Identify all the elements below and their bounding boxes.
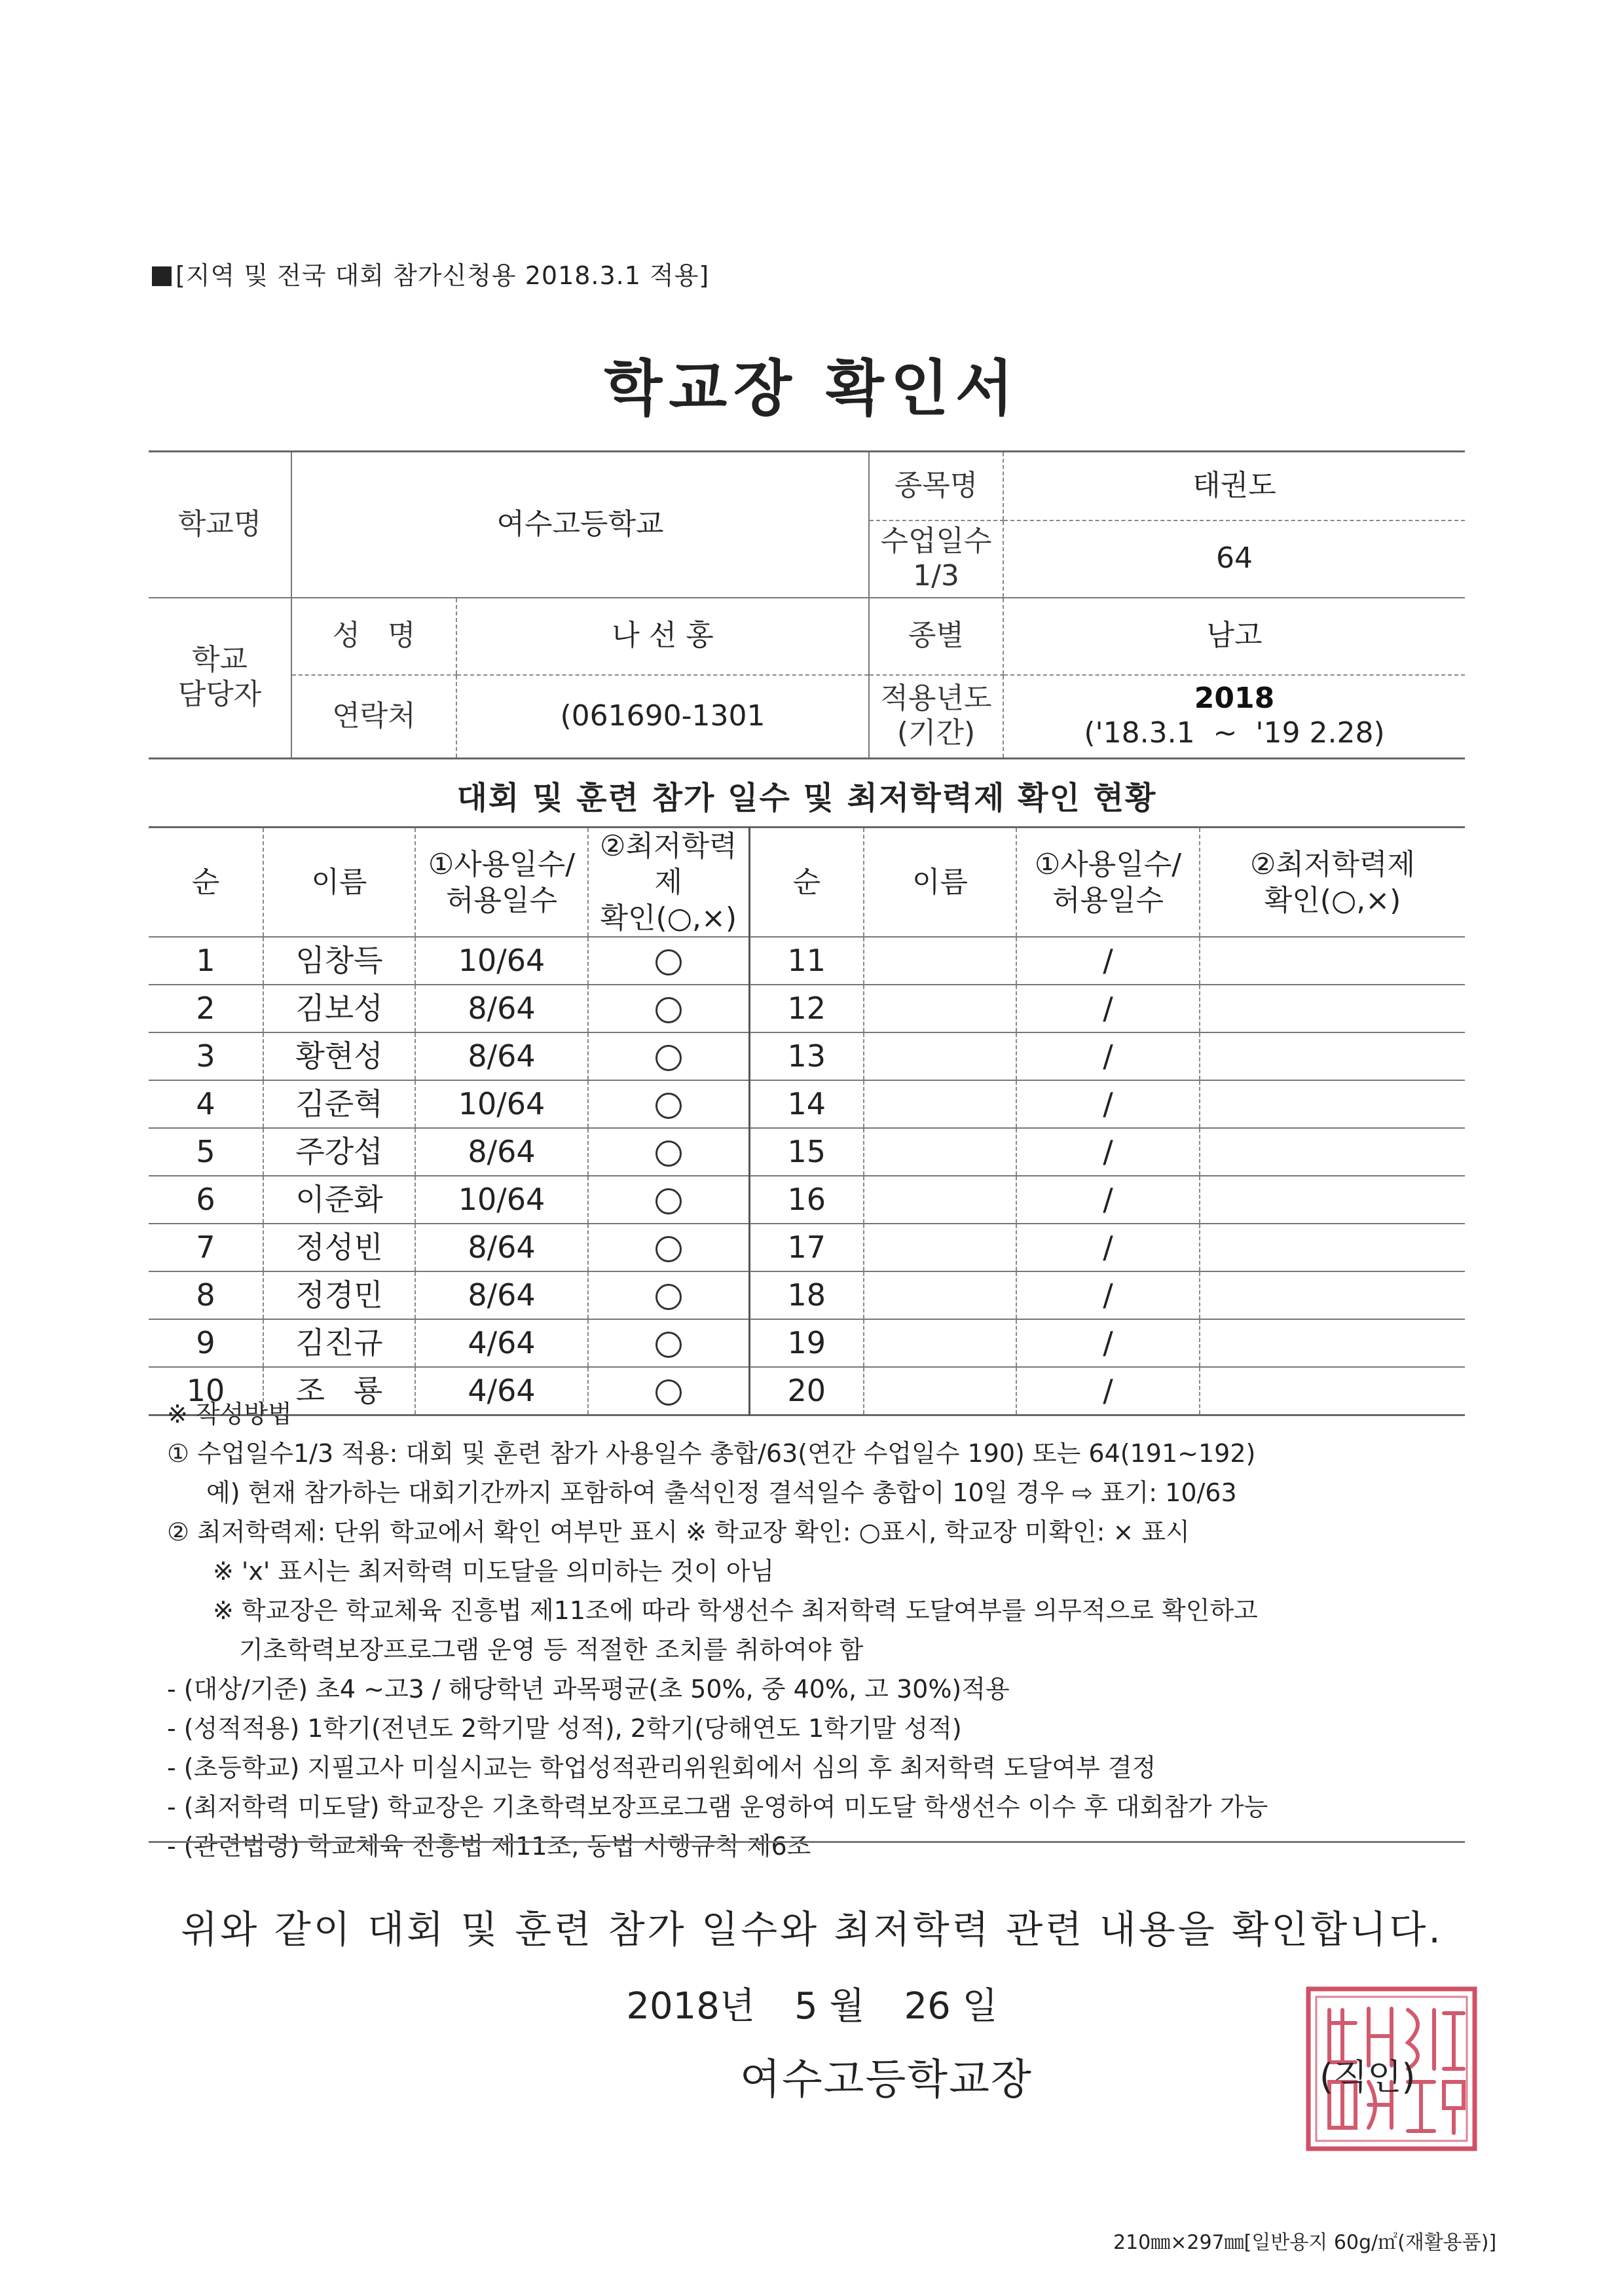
athlete-name: 조 룡 bbox=[263, 1367, 415, 1415]
roster-header-row bbox=[149, 828, 1465, 938]
note-line: - (최저학력 미도달) 학교장은 기초학력보장프로그램 운영하여 미도달 학생선수 이수 후 대회참가 가능 bbox=[167, 1793, 1268, 1821]
date-month: 5 월 bbox=[794, 1985, 865, 2028]
row-number: 4 bbox=[149, 1080, 263, 1128]
athlete-name: 정경민 bbox=[263, 1271, 415, 1319]
col-check-header: ②최저학력제 확인(○,×) bbox=[588, 828, 749, 938]
contact-label: 연락처 bbox=[291, 675, 456, 759]
used-days: 8/64 bbox=[415, 1224, 588, 1271]
used-days: 8/64 bbox=[415, 985, 588, 1032]
note-line: - (관련법령) 학교체육 진흥법 제11조, 동법 시행규칙 제6조 bbox=[167, 1832, 811, 1861]
row-number: 15 bbox=[749, 1128, 864, 1176]
row-number: 12 bbox=[749, 985, 864, 1032]
used-days: / bbox=[1016, 1176, 1200, 1224]
year-value: 2018 ('18.3.1 ~ '19 2.28) bbox=[1003, 675, 1465, 759]
athlete-name bbox=[864, 1080, 1016, 1128]
athlete-name bbox=[864, 937, 1016, 985]
check-mark bbox=[1200, 1032, 1465, 1080]
row-number: 18 bbox=[749, 1271, 864, 1319]
school-info-table bbox=[149, 450, 1465, 759]
row-number: 10 bbox=[149, 1367, 263, 1415]
used-days: 10/64 bbox=[415, 937, 588, 985]
row-number: 8 bbox=[149, 1271, 263, 1319]
used-days: 8/64 bbox=[415, 1128, 588, 1176]
note-line: - (성적적용) 1학기(전년도 2학기말 성적), 2학기(당해연도 1학기말 성적) bbox=[167, 1714, 962, 1743]
col-check-header-2: ②최저학력제 확인(○,×) bbox=[1200, 828, 1465, 938]
check-mark bbox=[1200, 1176, 1465, 1224]
used-days: / bbox=[1016, 1032, 1200, 1080]
circle-mark-icon bbox=[655, 949, 682, 975]
athlete-name bbox=[864, 1176, 1016, 1224]
row-number: 6 bbox=[149, 1176, 263, 1224]
note-line: 예) 현재 참가하는 대회기간까지 포함하여 출석인정 결석일수 총합이 10일 경우 ⇨ 표기: 10/63 bbox=[206, 1478, 1237, 1507]
table-row bbox=[149, 1319, 1465, 1367]
check-mark bbox=[588, 1319, 749, 1367]
row-number: 14 bbox=[749, 1080, 864, 1128]
circle-mark-icon bbox=[655, 1236, 682, 1262]
check-mark bbox=[588, 1032, 749, 1080]
row-number: 7 bbox=[149, 1224, 263, 1271]
row-number: 5 bbox=[149, 1128, 263, 1176]
circle-mark-icon bbox=[655, 1332, 682, 1358]
check-mark bbox=[1200, 985, 1465, 1032]
check-mark bbox=[588, 1176, 749, 1224]
note-line: ② 최저학력제: 단위 학교에서 확인 여부만 표시 ※ 학교장 확인: ○표시, 학교장 미확인: × 표시 bbox=[167, 1518, 1190, 1546]
used-days: 4/64 bbox=[415, 1367, 588, 1415]
category-value: 남고 bbox=[1003, 598, 1465, 675]
used-days: 10/64 bbox=[415, 1176, 588, 1224]
note-line: 기초학력보장프로그램 운영 등 적절한 조치를 취하여야 함 bbox=[239, 1635, 864, 1664]
circle-mark-icon bbox=[655, 997, 682, 1023]
manager-name-value: 나 선 홍 bbox=[456, 598, 869, 675]
athlete-name bbox=[864, 1319, 1016, 1367]
circle-mark-icon bbox=[655, 1188, 682, 1214]
date-day: 26 일 bbox=[904, 1985, 998, 2028]
col-used-days-header-2: ①사용일수/ 허용일수 bbox=[1016, 828, 1200, 938]
row-number: 20 bbox=[749, 1367, 864, 1415]
note-line: - (대상/기준) 초4 ~고3 / 해당학년 과목평균(초 50%, 중 40%, 고 30%)적용 bbox=[167, 1675, 1010, 1704]
note-line: - (초등학교) 지필고사 미실시교는 학업성적관리위원회에서 심의 후 최저학력 도달여부 결정 bbox=[167, 1753, 1156, 1782]
col-used-days-header: ①사용일수/ 허용일수 bbox=[415, 828, 588, 938]
used-days: / bbox=[1016, 985, 1200, 1032]
class-days-value: 64 bbox=[1003, 520, 1465, 598]
used-days: / bbox=[1016, 937, 1200, 985]
used-days: / bbox=[1016, 1271, 1200, 1319]
row-number: 19 bbox=[749, 1319, 864, 1367]
athlete-name: 임창득 bbox=[263, 937, 415, 985]
athlete-name: 김준혁 bbox=[263, 1080, 415, 1128]
row-number: 16 bbox=[749, 1176, 864, 1224]
confirmation-statement: 위와 같이 대회 및 훈련 참가 일수와 최저학력 관련 내용을 확인합니다. bbox=[181, 1907, 1443, 1952]
check-mark bbox=[588, 1224, 749, 1271]
note-line: ※ 'x' 표시는 최저학력 미도달을 의미하는 것이 아님 bbox=[213, 1557, 775, 1586]
athlete-name: 김보성 bbox=[263, 985, 415, 1032]
circle-mark-icon bbox=[655, 1093, 682, 1119]
athlete-name bbox=[864, 1224, 1016, 1271]
contact-value: (061690-1301 bbox=[456, 675, 869, 759]
class-days-label: 수업일수 1/3 bbox=[869, 520, 1003, 598]
notes-block bbox=[167, 1394, 1477, 1866]
paper-spec-footer: 210㎜×297㎜[일반용지 60g/㎡(재활용품)] bbox=[1113, 2231, 1497, 2254]
check-mark bbox=[1200, 1128, 1465, 1176]
table-row bbox=[149, 1128, 1465, 1176]
used-days: / bbox=[1016, 1224, 1200, 1271]
signer-name: 여수고등학교장 bbox=[740, 2056, 1033, 2104]
athlete-name: 주강섭 bbox=[263, 1128, 415, 1176]
row-number: 17 bbox=[749, 1224, 864, 1271]
used-days: 10/64 bbox=[415, 1080, 588, 1128]
check-mark bbox=[588, 1080, 749, 1128]
page-title: 학교장 확인서 bbox=[604, 354, 1020, 424]
check-mark bbox=[1200, 1224, 1465, 1271]
event-value: 태권도 bbox=[1003, 452, 1465, 520]
row-number: 9 bbox=[149, 1319, 263, 1367]
event-label: 종목명 bbox=[869, 452, 1003, 520]
athlete-name: 이준화 bbox=[263, 1176, 415, 1224]
note-line: ※ 학교장은 학교체육 진흥법 제11조에 따라 학생선수 최저학력 도달여부를 의무적으로 확인하고 bbox=[213, 1596, 1258, 1625]
used-days: / bbox=[1016, 1319, 1200, 1367]
note-line: ※ 작성방법 bbox=[167, 1400, 292, 1429]
check-mark bbox=[1200, 1319, 1465, 1367]
row-number: 1 bbox=[149, 937, 263, 985]
col-no-header-2: 순 bbox=[749, 828, 864, 938]
section-title: 대회 및 훈련 참가 일수 및 최저학력제 확인 현황 bbox=[456, 780, 1157, 816]
col-no-header: 순 bbox=[149, 828, 263, 938]
athlete-name bbox=[864, 1271, 1016, 1319]
school-name-value: 여수고등학교 bbox=[291, 452, 869, 598]
used-days: / bbox=[1016, 1128, 1200, 1176]
check-mark bbox=[1200, 1080, 1465, 1128]
circle-mark-icon bbox=[655, 1140, 682, 1167]
table-row bbox=[149, 1224, 1465, 1271]
athlete-name: 황현성 bbox=[263, 1032, 415, 1080]
col-name-header-2: 이름 bbox=[864, 828, 1016, 938]
row-number: 11 bbox=[749, 937, 864, 985]
check-mark bbox=[1200, 1271, 1465, 1319]
table-row bbox=[149, 1032, 1465, 1080]
manager-name-label: 성 명 bbox=[291, 598, 456, 675]
date-year: 2018년 bbox=[626, 1985, 755, 2028]
row-number: 3 bbox=[149, 1032, 263, 1080]
used-days: 4/64 bbox=[415, 1319, 588, 1367]
table-row bbox=[149, 1271, 1465, 1319]
check-mark bbox=[1200, 937, 1465, 985]
header-tag-text: [지역 및 전국 대회 참가신청용 2018.3.1 적용] bbox=[175, 261, 710, 290]
used-days: 8/64 bbox=[415, 1032, 588, 1080]
form-header-tag bbox=[152, 255, 709, 291]
note-line: ① 수업일수1/3 적용: 대회 및 훈련 참가 사용일수 총합/63(연간 수업일수 190) 또는 64(191~192) bbox=[167, 1439, 1256, 1468]
col-name-header: 이름 bbox=[263, 828, 415, 938]
circle-mark-icon bbox=[655, 1045, 682, 1071]
table-row bbox=[149, 985, 1465, 1032]
row-number: 13 bbox=[749, 1032, 864, 1080]
used-days: / bbox=[1016, 1080, 1200, 1128]
category-label: 종별 bbox=[869, 598, 1003, 675]
circle-mark-icon bbox=[655, 1284, 682, 1310]
athlete-name: 정성빈 bbox=[263, 1224, 415, 1271]
seal-label: (직인) bbox=[1320, 2056, 1416, 2098]
table-row bbox=[149, 1080, 1465, 1128]
table-row bbox=[149, 937, 1465, 985]
row-number: 2 bbox=[149, 985, 263, 1032]
check-mark bbox=[588, 937, 749, 985]
manager-label: 학교 담당자 bbox=[149, 598, 291, 759]
athlete-name: 김진규 bbox=[263, 1319, 415, 1367]
used-days: 8/64 bbox=[415, 1271, 588, 1319]
athlete-name bbox=[864, 1032, 1016, 1080]
table-row bbox=[149, 1176, 1465, 1224]
athlete-name bbox=[864, 985, 1016, 1032]
square-bullet-icon bbox=[152, 266, 172, 286]
school-name-label: 학교명 bbox=[149, 452, 291, 598]
athlete-name bbox=[864, 1128, 1016, 1176]
year-label: 적용년도 (기간) bbox=[869, 675, 1003, 759]
check-mark bbox=[588, 1128, 749, 1176]
roster-table bbox=[149, 826, 1465, 1416]
notes-divider bbox=[149, 1841, 1465, 1843]
check-mark bbox=[588, 985, 749, 1032]
check-mark bbox=[588, 1271, 749, 1319]
used-days: / bbox=[1016, 1367, 1200, 1415]
